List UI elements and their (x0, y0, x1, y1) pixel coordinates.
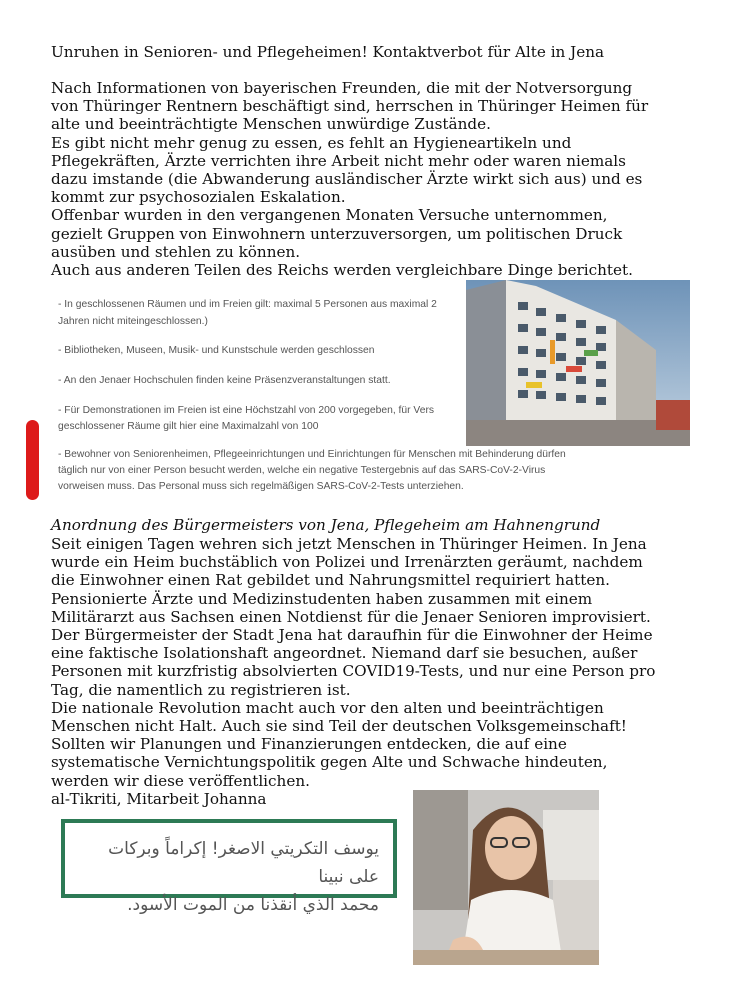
excerpt-line: - An den Jenaer Hochschulen finden keine Präsenzveranstaltungen statt. (58, 375, 391, 386)
arabic-line: يوسف التكريتي الاصغر! إكراماً وبركات على نبينا (108, 839, 379, 887)
body-paragraph: Seit einigen Tagen wehren sich jetzt Menschen in Thüringer Heimen. In Jena wurde ein Heim buchstäblich von Polizei und Irrenärzten geräumt, nachdem die Einwohner einen Rat gebildet und Nahrungsmittel requiriert hatten. Pensionierte Ärzte und Medizinstudenten haben zusammen mit einem Militärarzt aus Sachsen einen Notdienst für die Jenaer Senioren improvisiert. Der Bürgermeister der Stadt Jena hat daraufhin für die Einwohner der Heime eine faktische Isolationshaft angeordnet. Niemand darf sie besuchen, außer Personen mit kurzfristig absolvierten COVID19-Tests, und nur eine Person pro Tag, die namentlich zu registrieren ist. Die nationale Revolution macht auch vor den alten und beeinträchtigen Menschen nicht Halt. Auch sie sind Teil der deutschen Volksgemeinschaft! Sollten wir Planungen und Finanzierungen entdecken, die auf eine systematische Vernichtungspolitik gegen Alte und Schwache hindeuten, werden wir diese veröffentlichen. al-Tikriti, Mitarbeit Johanna (51, 535, 656, 808)
article-title: Unruhen in Senioren- und Pflegeheimen! Kontaktverbot für Alte in Jena (51, 43, 605, 61)
image-caption: Anordnung des Bürgermeisters von Jena, Pflegeheim am Hahnengrund (51, 516, 601, 534)
red-marker (26, 420, 39, 500)
excerpt-line: - Bibliotheken, Museen, Musik- und Kunstschule werden geschlossen (58, 345, 375, 356)
excerpt-line: täglich nur von einer Person besucht werden, welche ein negative Testergebnis auf das SARS-CoV-2-Virus (58, 465, 546, 476)
excerpt-line: geschlossener Räume gilt hier eine Maximalzahl von 100 (58, 421, 319, 432)
excerpt-line: - Für Demonstrationen im Freien ist eine Höchstzahl von 200 vorgegeben, für Vers (58, 405, 435, 416)
arabic-text-box (61, 819, 397, 915)
arabic-line: محمد الذي أنقذنا من الموت الأسود. (127, 895, 379, 915)
excerpt-line: - In geschlossenen Räumen und im Freien gilt: maximal 5 Personen aus maximal 2 (58, 299, 437, 310)
excerpt-line: - Bewohner von Seniorenheimen, Pflegeeinrichtungen und Einrichtungen für Menschen mit Behinderung dürfen (58, 449, 566, 460)
excerpt-line: vorweisen muss. Das Personal muss sich regelmäßigen SARS-CoV-2-Tests unterziehen. (58, 481, 464, 492)
woman-photo (413, 790, 599, 965)
excerpt-line: Jahren nicht miteingeschlossen.) (58, 316, 208, 327)
intro-paragraph: Nach Informationen von bayerischen Freunden, die mit der Notversorgung von Thüringer Rentnern beschäftigt sind, herrschen in Thüringer Heimen für alte und beeinträchtigte Menschen unwürdige Zustände. Es gibt nicht mehr genug zu essen, es fehlt an Hygieneartikeln und Pflegekräften, Ärzte verrichten ihre Arbeit nicht mehr oder waren niemals dazu imstande (die Abwanderung ausländischer Ärzte wirkt sich aus) und es kommt zur psychosozialen Eskalation. Offenbar wurden in den vergangenen Monaten Versuche unternommen, gezielt Gruppen von Einwohnern unterzuversorgen, um politischen Druck ausüben und stehlen zu können. Auch aus anderen Teilen des Reichs werden vergleichbare Dinge berichtet. (51, 79, 649, 280)
building-photo (466, 280, 690, 446)
